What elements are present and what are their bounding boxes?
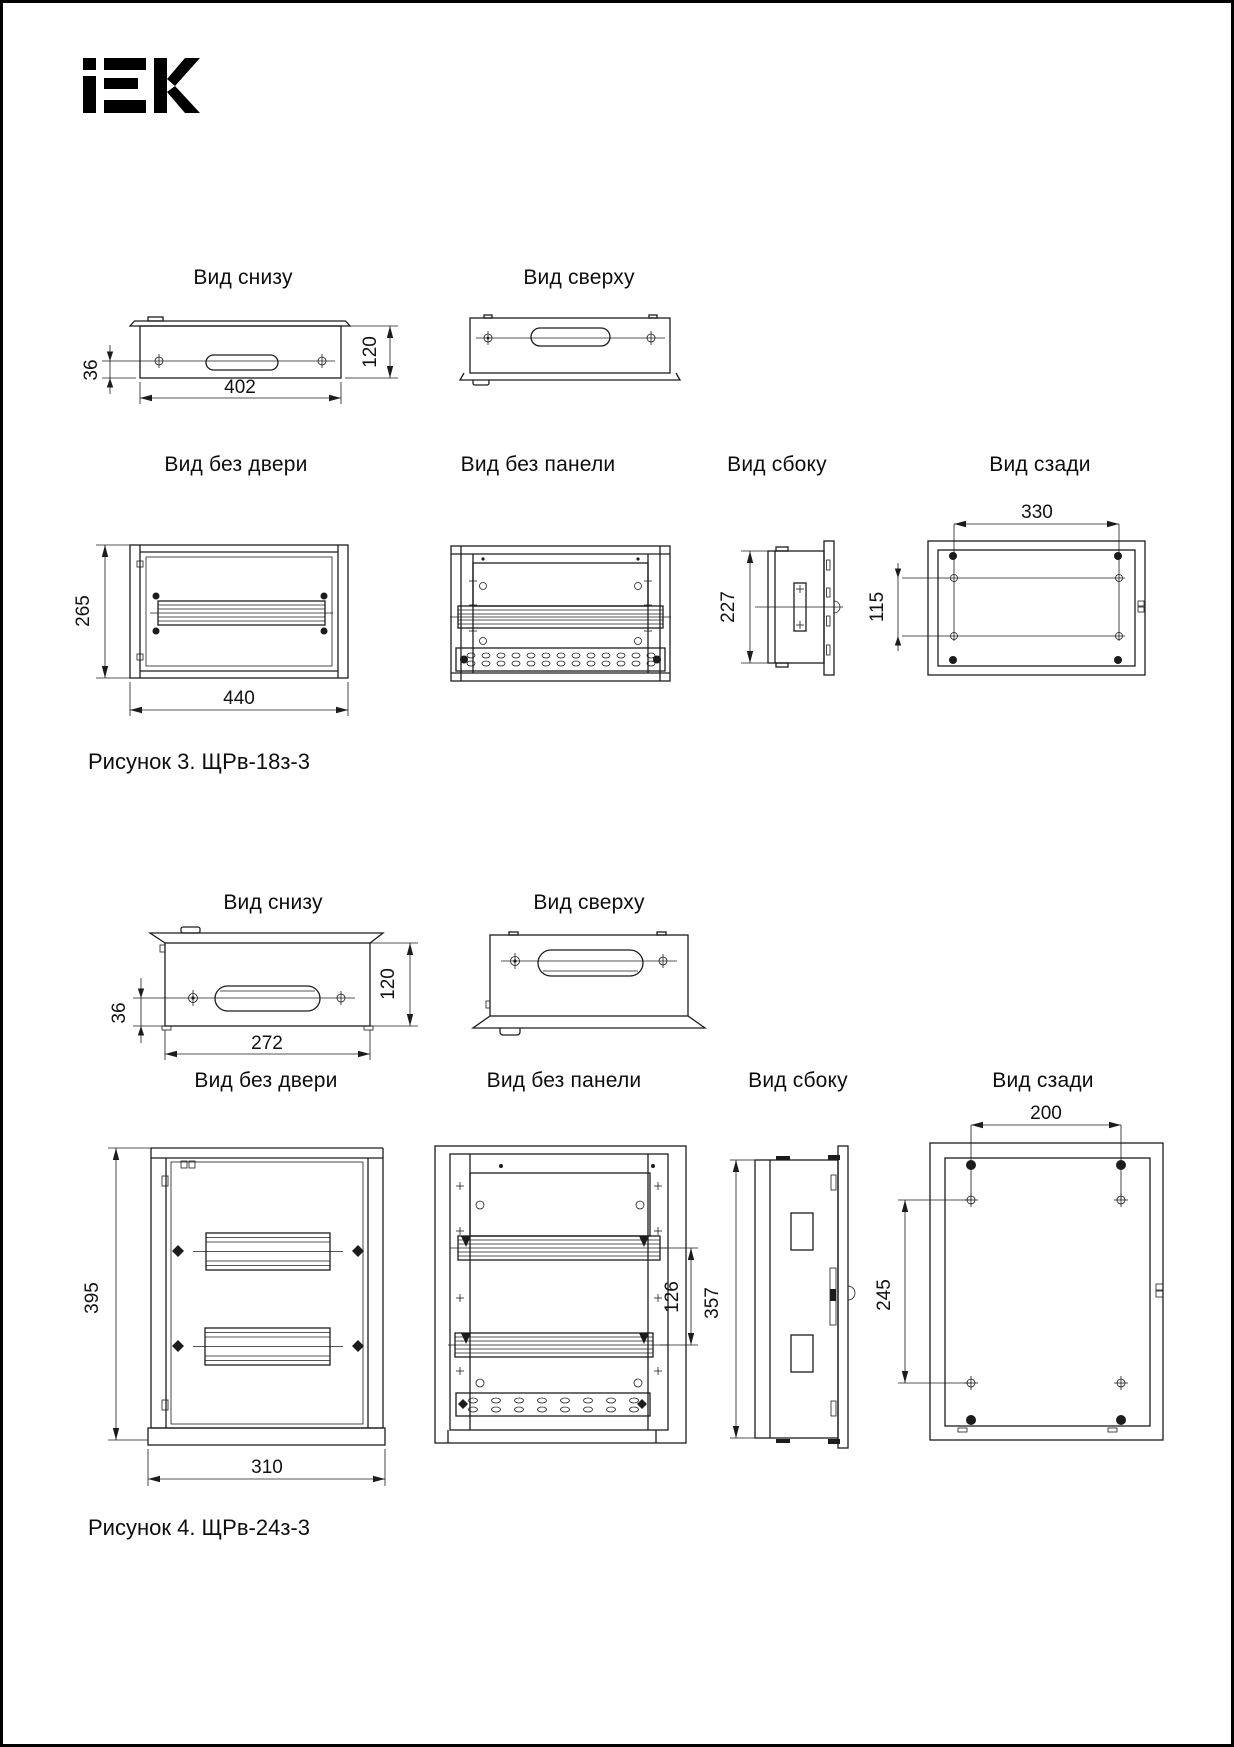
- dim-label: 402: [224, 377, 256, 398]
- enclosure-frame: [148, 1148, 385, 1445]
- dim-label: 330: [1021, 502, 1053, 523]
- dim-label: 115: [867, 591, 888, 623]
- enclosure-outline: [150, 927, 383, 1030]
- dim-width-310: [148, 1449, 385, 1486]
- din-rail: [450, 606, 671, 628]
- fig4-bottom-view-drawing: [103, 923, 433, 1065]
- base-pedestal: [148, 1428, 385, 1445]
- fig4-title-side-view: Вид сбоку: [748, 1069, 848, 1092]
- dim-height-120: [345, 326, 398, 378]
- lower-cutout: [791, 1335, 813, 1372]
- fig3-bottom-view-drawing: [81, 303, 408, 415]
- cable-slot: [538, 950, 643, 976]
- dim-label: 36: [81, 359, 102, 381]
- dim-height-395: [82, 1148, 151, 1440]
- cable-slot: [206, 355, 278, 370]
- fig3-no-panel-view-drawing: [433, 483, 685, 701]
- dim-label: 357: [702, 1287, 723, 1319]
- dim-height-357: [702, 1160, 755, 1438]
- din-rail-1: [450, 1236, 668, 1260]
- enclosure-outline: [460, 315, 680, 385]
- dim-offset-36: [109, 978, 165, 1043]
- fig3-caption: Рисунок 3. ЩРв-18з-3: [88, 749, 310, 774]
- wall-flange: [838, 1146, 848, 1448]
- mounting-plate: [470, 1173, 650, 1236]
- fig3-title-no-door-view: Вид без двери: [164, 453, 308, 476]
- rail-screw-marks: [456, 1182, 662, 1375]
- inner-panel: [171, 1162, 363, 1424]
- fig4-title-no-door-view: Вид без двери: [194, 1069, 338, 1092]
- cable-slot: [215, 986, 320, 1011]
- dim-label: 120: [378, 968, 399, 1000]
- dim-label: 227: [718, 591, 739, 623]
- fig4-no-door-view-drawing: [73, 1143, 413, 1495]
- fig3-title-top-view: Вид сверху: [523, 266, 635, 289]
- dim-label: 272: [251, 1033, 283, 1054]
- fig3-top-view-drawing: [443, 303, 693, 395]
- fig4-title-bottom-view: Вид снизу: [223, 891, 323, 914]
- fig4-top-view-drawing: [443, 923, 743, 1041]
- enclosure-frame: [130, 545, 348, 678]
- fig4-title-rear-view: Вид сзади: [992, 1069, 1094, 1092]
- terminal-strip: [456, 648, 665, 671]
- enclosure-frame: [435, 1146, 686, 1443]
- fig4-title-no-panel-view: Вид без панели: [486, 1069, 642, 1092]
- inner-panel: [146, 557, 332, 666]
- cable-slot: [531, 328, 610, 346]
- dim-rail-spacing-126: [660, 1248, 698, 1345]
- plate-holes: [480, 557, 642, 644]
- mount-holes: [951, 575, 1123, 640]
- fig3-side-view-drawing: [693, 483, 853, 701]
- corner-screws: [949, 552, 1122, 664]
- corner-screws: [966, 1160, 1126, 1425]
- din-rail-2: [448, 1333, 668, 1357]
- mounting-plate: [473, 563, 648, 606]
- dim-width-402: [140, 377, 341, 404]
- iek-logo-glyphs: [81, 55, 203, 115]
- dim-mount-width-330: [954, 502, 1119, 524]
- dim-label: 200: [1030, 1103, 1062, 1124]
- dim-height-265: [73, 545, 130, 678]
- plate-holes: [476, 1164, 655, 1387]
- mount-holes: [964, 1193, 1128, 1390]
- fig4-caption: Рисунок 4. ЩРв-24з-3: [88, 1515, 310, 1540]
- fig4-side-view-drawing: [703, 1143, 853, 1471]
- dim-height-120: [370, 943, 418, 1026]
- mount-construction-lines: [898, 1125, 1121, 1383]
- dim-label: 120: [360, 336, 381, 368]
- fig4-title-top-view: Вид сверху: [533, 891, 645, 914]
- din-rail-2: [193, 1328, 343, 1365]
- dim-label: 245: [874, 1279, 895, 1311]
- latch-marks: [776, 1155, 840, 1444]
- din-rail-1: [193, 1233, 343, 1270]
- dim-mount-height-245: [874, 1200, 905, 1383]
- dim-label: 310: [251, 1457, 283, 1478]
- enclosure-outline: [473, 932, 705, 1035]
- dim-width-440: [130, 682, 348, 716]
- upper-cutout: [791, 1213, 813, 1250]
- panel-screws: [153, 593, 328, 635]
- terminal-strip: [456, 1393, 650, 1416]
- dim-label: 126: [662, 1281, 683, 1313]
- enclosure-back: [928, 541, 1145, 675]
- dim-label: 36: [109, 1002, 130, 1024]
- fig3-rear-view-drawing: [863, 483, 1173, 701]
- dim-mount-width-200: [971, 1103, 1121, 1125]
- fig3-title-bottom-view: Вид снизу: [193, 266, 293, 289]
- fig3-title-rear-view: Вид сзади: [989, 453, 1091, 476]
- iek-logo-text: [203, 55, 204, 56]
- iek-logo: [81, 55, 203, 115]
- din-rail: [150, 601, 333, 625]
- fig3-title-no-panel-view: Вид без панели: [460, 453, 616, 476]
- dim-label: 265: [73, 595, 94, 627]
- enclosure-outline: [130, 317, 350, 378]
- fig3-title-side-view: Вид сбоку: [727, 453, 827, 476]
- dim-offset-36: [81, 345, 136, 394]
- enclosure-profile: [768, 541, 834, 675]
- dim-width-272: [165, 1030, 370, 1060]
- fig4-rear-view-drawing: [863, 1098, 1183, 1466]
- dim-label: 395: [82, 1282, 103, 1314]
- dim-label: 440: [223, 688, 255, 709]
- dim-mount-height-115: [867, 563, 901, 651]
- fig4-no-panel-view-drawing: [428, 1143, 713, 1471]
- fig3-no-door-view-drawing: [73, 483, 363, 721]
- enclosure-back: [930, 1143, 1163, 1440]
